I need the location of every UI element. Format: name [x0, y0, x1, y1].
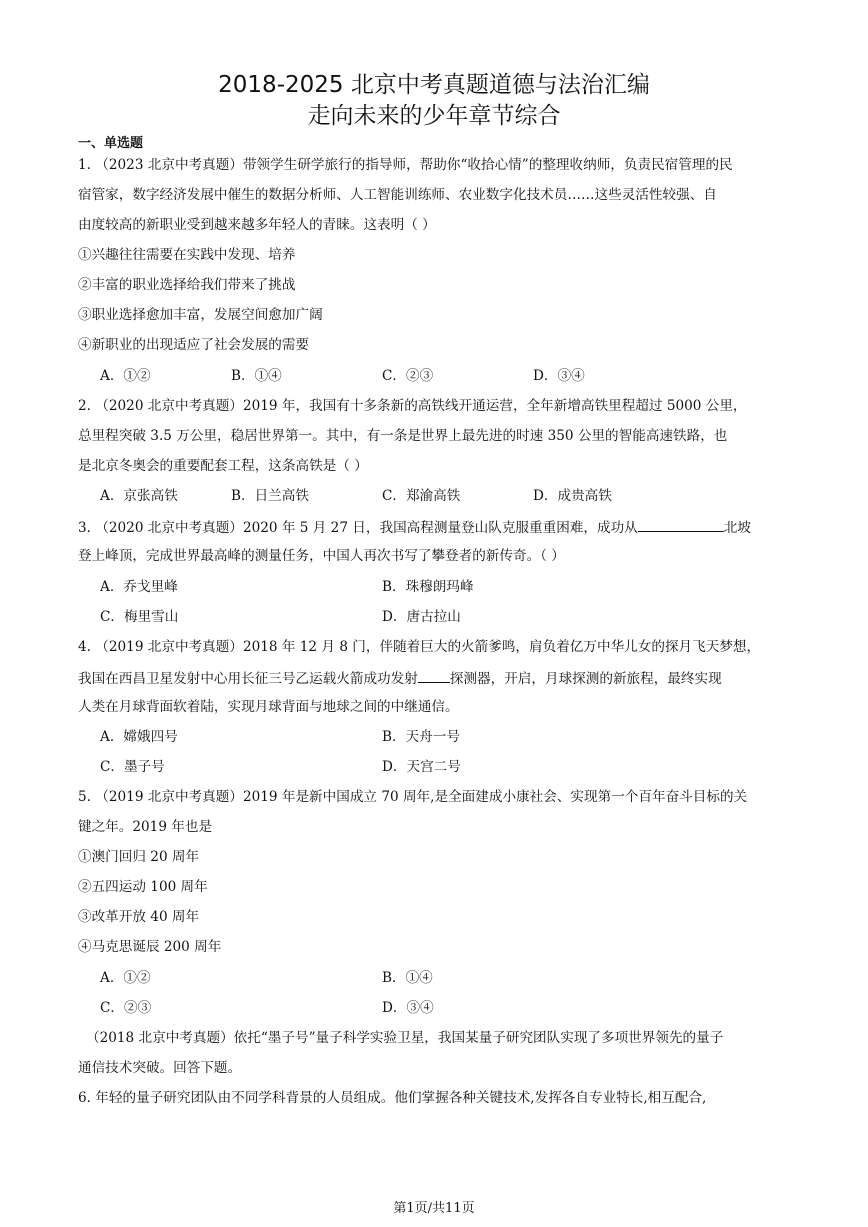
q4-option-b: B．天舟一号	[382, 729, 460, 745]
q4-stem-text: 我国在西昌卫星发射中心用长征三号乙运载火箭成功发射	[78, 671, 418, 687]
q2-stem-line: 总里程突破 3.5 万公里，稳居世界第一。其中，有一条是世界上最先进的时速 350 公里的智能高速铁路，也	[78, 428, 728, 444]
q5-statement: ④马克思诞辰 200 周年	[78, 939, 222, 955]
q1-statement: ①兴趣往往需要在实践中发现、培养	[78, 247, 296, 263]
q4-stem-line	[78, 668, 790, 688]
q3-option-d: D．唐古拉山	[382, 609, 461, 625]
q5-statement: ③改革开放 40 周年	[78, 909, 200, 925]
q2-option-b: B．日兰高铁	[231, 488, 309, 504]
q3-option-a: A．乔戈里峰	[100, 579, 178, 595]
page-footer: 第1页/共11页	[393, 1201, 475, 1216]
passage-line: 通信技术突破。回答下题。	[78, 1060, 242, 1076]
q2-option-d: D．成贵高铁	[533, 488, 612, 504]
q5-option-b: B．①④	[382, 970, 433, 986]
q5-statement: ①澳门回归 20 周年	[78, 849, 200, 865]
q4-option-a: A．嫦娥四号	[100, 729, 178, 745]
q4-option-c: C．墨子号	[100, 759, 165, 775]
q5-option-a: A．①②	[100, 970, 151, 986]
fill-blank	[418, 668, 450, 683]
q2-option-a: A．京张高铁	[100, 488, 178, 504]
q5-stem-line: 键之年。2019 年也是	[78, 819, 213, 835]
q5-option-c: C．②③	[100, 1000, 152, 1016]
q4-stem-line: 4. （2019 北京中考真题）2018 年 12 月 8 门，伴随着巨大的火箭爹鸣，肩负着亿万中华儿女的探月飞天梦想，	[78, 639, 761, 655]
q5-option-d: D．③④	[382, 1000, 434, 1016]
document-title: 2018-2025 北京中考真题道德与法治汇编	[218, 72, 650, 98]
section-heading: 一、单选题	[78, 136, 144, 151]
q4-stem-text: 探测器，开启，月球探测的新旅程，最终实现	[449, 671, 722, 687]
passage-line: （2018 北京中考真题）依托“墨子号”量子科学实验卫星，我国某量子研究团队实现了多项世界领先的量子	[86, 1030, 724, 1046]
q2-option-c: C．郑渝高铁	[382, 488, 461, 504]
q3-stem-text: 3. （2020 北京中考真题）2020 年 5 月 27 日，我国高程测量登山队克服重重困难，成功从	[78, 520, 638, 536]
document-subtitle: 走向未来的少年章节综合	[307, 103, 561, 129]
q1-option-d: D．③④	[533, 368, 585, 384]
q3-stem-line: 登上峰顶，完成世界最高峰的测量任务，中国人再次书写了攀登者的新传奇。（ ）	[78, 548, 565, 564]
fill-blank	[638, 517, 724, 532]
q1-option-a: A．①②	[100, 368, 151, 384]
q6-stem-line: 6. 年轻的量子研究团队由不同学科背景的人员组成。他们掌握各种关键技术,发挥各自专业特长,相互配合,	[78, 1090, 707, 1106]
q2-stem-line: 2. （2020 北京中考真题）2019 年，我国有十多条新的高铁线开通运营，全年新增高铁里程超过 5000 公里，	[78, 398, 747, 414]
q2-stem-line: 是北京冬奥会的重要配套工程，这条高铁是（ ）	[78, 458, 368, 474]
q1-stem-line: 1. （2023 北京中考真题）带领学生研学旅行的指导师，帮助你“收拾心情”的整理收纳师，负责民宿管理的民	[78, 157, 733, 173]
q1-statement: ④新职业的出现适应了社会发展的需要	[78, 337, 310, 353]
q4-option-d: D．天宫二号	[382, 759, 461, 775]
q1-option-b: B．①④	[231, 368, 282, 384]
q1-stem-line: 由度较高的新职业受到越来越多年轻人的青睐。这表明（ ）	[78, 217, 436, 233]
q1-statement: ②丰富的职业选择给我们带来了挑战	[78, 277, 296, 293]
q3-option-b: B．珠穆朗玛峰	[382, 579, 474, 595]
q1-option-c: C．②③	[382, 368, 434, 384]
q3-stem-line	[78, 517, 790, 537]
q4-stem-line: 人类在月球背面软着陆，实现月球背面与地球之间的中继通信。	[78, 699, 459, 715]
q5-stem-line: 5. （2019 北京中考真题）2019 年是新中国成立 70 周年,是全面建成小康社会、实现第一个百年奋斗目标的关	[78, 789, 748, 805]
q3-stem-text: 北坡	[723, 520, 751, 536]
q3-option-c: C．梅里雪山	[100, 609, 179, 625]
q1-stem-line: 宿管家，数字经济发展中催生的数据分析师、人工智能训练师、农业数字化技术员……这些灵活性较强、自	[78, 187, 717, 203]
q1-statement: ③职业选择愈加丰富，发展空间愈加广阔	[78, 307, 323, 323]
q5-statement: ②五四运动 100 周年	[78, 879, 208, 895]
